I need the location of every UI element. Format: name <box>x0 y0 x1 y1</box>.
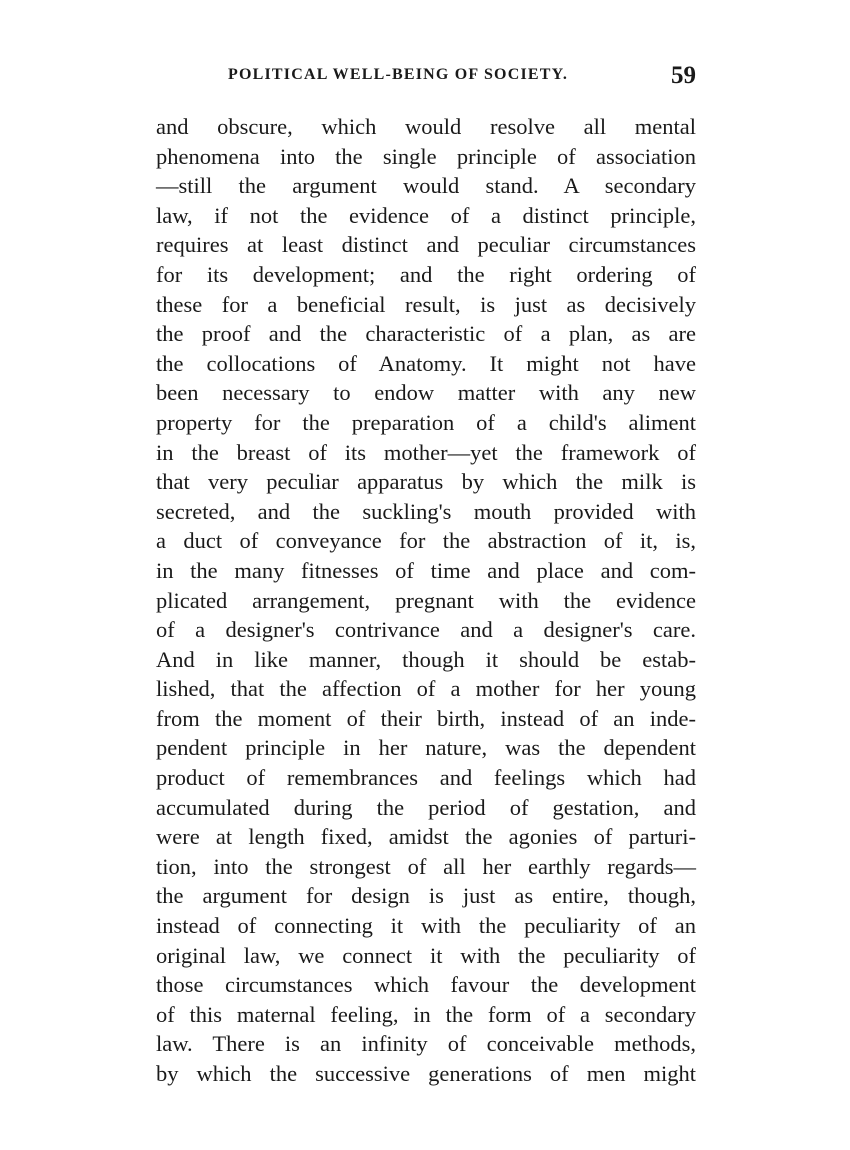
running-head <box>156 62 696 92</box>
text-line: the proof and the characteristic of a plan, as are <box>156 321 696 347</box>
text-line: secreted, and the suckling's mouth provided with <box>156 498 696 524</box>
text-line: original law, we connect it with the peculiarity of <box>156 942 696 968</box>
text-line: by which the successive generations of men might <box>156 1061 696 1086</box>
text-line: and obscure, which would resolve all mental <box>156 114 696 139</box>
text-line: property for the preparation of a child's aliment <box>156 409 696 435</box>
text-line: in the many fitnesses of time and place and com- <box>156 557 696 583</box>
text-line: a duct of conveyance for the abstraction of it, is, <box>156 528 696 554</box>
text-line: from the moment of their birth, instead of an inde- <box>156 705 696 731</box>
text-line: accumulated during the period of gestation, and <box>156 794 696 820</box>
text-line: for its development; and the right ordering of <box>156 261 696 287</box>
text-line: —still the argument would stand. A secondary <box>156 173 696 199</box>
text-line: been necessary to endow matter with any new <box>156 380 696 406</box>
body-text <box>156 112 696 1089</box>
page-number: 59 <box>671 62 696 89</box>
text-line: the argument for design is just as entire, though, <box>156 883 696 909</box>
text-line: the collocations of Anatomy. It might not have <box>156 350 696 376</box>
text-line: instead of connecting it with the peculiarity of an <box>156 913 696 939</box>
text-line: plicated arrangement, pregnant with the evidence <box>156 587 696 613</box>
text-line: phenomena into the single principle of association <box>156 143 696 169</box>
text-line: these for a beneficial result, is just as decisively <box>156 291 696 317</box>
text-line: of a designer's contrivance and a designer's care. <box>156 617 696 643</box>
text-line: in the breast of its mother—yet the framework of <box>156 439 696 465</box>
text-line: those circumstances which favour the development <box>156 972 696 998</box>
text-line: that very peculiar apparatus by which the milk is <box>156 469 696 495</box>
text-line: pendent principle in her nature, was the dependent <box>156 735 696 761</box>
text-line: And in like manner, though it should be estab- <box>156 646 696 672</box>
text-line: tion, into the strongest of all her earthly regards— <box>156 853 696 879</box>
text-line: requires at least distinct and peculiar circumstances <box>156 232 696 258</box>
text-line: product of remembrances and feelings which had <box>156 765 696 791</box>
text-line: were at length fixed, amidst the agonies of parturi- <box>156 824 696 850</box>
text-line: law. There is an infinity of conceivable methods, <box>156 1031 696 1057</box>
running-title: POLITICAL WELL-BEING OF SOCIETY. <box>228 66 569 83</box>
text-line: law, if not the evidence of a distinct principle, <box>156 202 696 228</box>
text-line: lished, that the affection of a mother for her young <box>156 676 696 702</box>
text-line: of this maternal feeling, in the form of a secondary <box>156 1001 696 1027</box>
